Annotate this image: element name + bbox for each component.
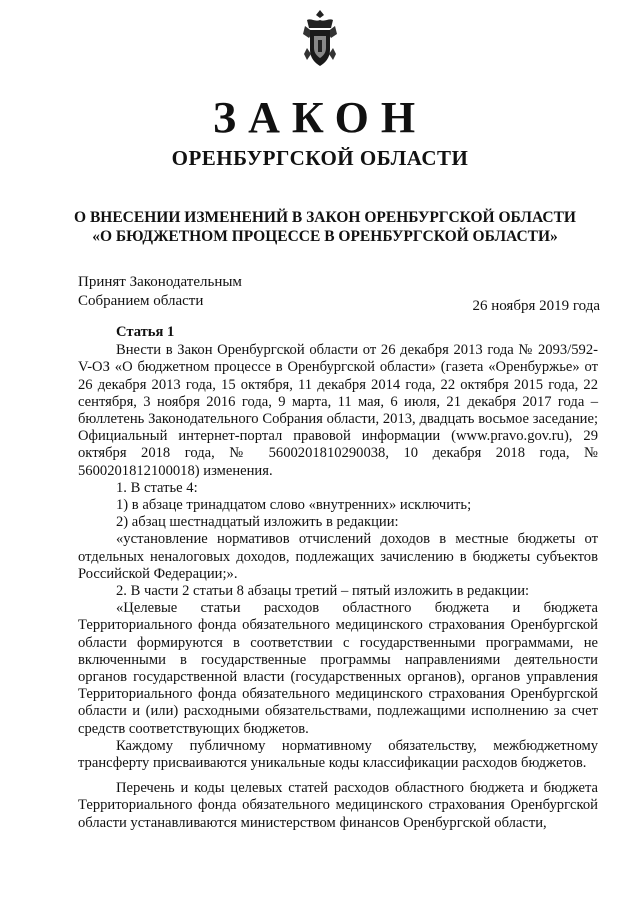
coat-of-arms-icon — [301, 8, 339, 68]
adoption-date: 26 ноября 2019 года — [472, 298, 600, 314]
paragraph: Внести в Закон Оренбургской области от 26 декабря 2013 года № 2093/592-V-ОЗ «О бюджетном процессе в Оренбургской области» (газета «Оренбуржье» от 26 декабря 2013 года, 15 октября, 11 декабря 2014 года, 22 октября 2015 года, 22 сентября, 3 ноября 2016 года, 9 марта, 11 мая, 6 июля, 21 декабря 2017 года – бюллетень Законодательного Собрания области, 2013, двадцать восьмое заседание; Официальный интернет-портал правовой информации (www.pravo.gov.ru), 29 октября 2018 года, № 5600201810290038, 10 декабря 2018 года, № 5600201812100018) изменения. — [78, 342, 598, 479]
paragraph: 2. В части 2 статьи 8 абзацы третий – пятый изложить в редакции: — [116, 583, 530, 600]
paragraph: «установление нормативов отчислений доходов в местные бюджеты от отдельных неналоговых доходов, подлежащих зачислению в бюджеты субъектов Российской Федерации;». — [78, 531, 598, 582]
subject-line: О ВНЕСЕНИИ ИЗМЕНЕНИЙ В ЗАКОН ОРЕНБУРГСКОЙ ОБЛАСТИ — [74, 209, 576, 226]
article-body — [78, 324, 598, 832]
subject-line: «О БЮДЖЕТНОМ ПРОЦЕССЕ В ОРЕНБУРГСКОЙ ОБЛАСТИ» — [92, 228, 558, 245]
paragraph: 2) абзац шестнадцатый изложить в редакции: — [116, 514, 399, 531]
adoption-note — [78, 273, 242, 311]
adoption-line: Собранием области — [78, 293, 204, 309]
paragraph: Каждому публичному нормативному обязательству, межбюджетному трансферту присваиваются уникальные коды классификации расходов бюджетов. — [78, 737, 598, 772]
article-title: Статья 1 — [116, 324, 175, 340]
adoption-line: Принят Законодательным — [78, 274, 242, 290]
paragraph: «Целевые статьи расходов областного бюджета и бюджета Территориального фонда обязательного медицинского страхования Оренбургской области формируются в соответствии с государственными программами, не включенными в государственные программы направлениями деятельности органов государственной власти (государственных органов), органов управления Территориального фонда обязательного медицинского страхования Оренбургской области и (или) расходными обязательствами, подлежащими исполнению за счет средств соответствующих бюджетов. — [78, 600, 598, 737]
paragraph: 1. В статье 4: — [116, 479, 198, 496]
paragraph: 1) в абзаце тринадцатом слово «внутренних» исключить; — [116, 497, 472, 514]
paragraph: Перечень и коды целевых статей расходов областного бюджета и бюджета Территориального фонда обязательного медицинского страхования Оренбургской области устанавливаются министерством финансов Оренбургской области, — [78, 780, 598, 831]
document-subject — [60, 208, 590, 246]
document-title: ЗАКОН — [212, 93, 428, 142]
document-region: ОРЕНБУРГСКОЙ ОБЛАСТИ — [171, 146, 469, 170]
